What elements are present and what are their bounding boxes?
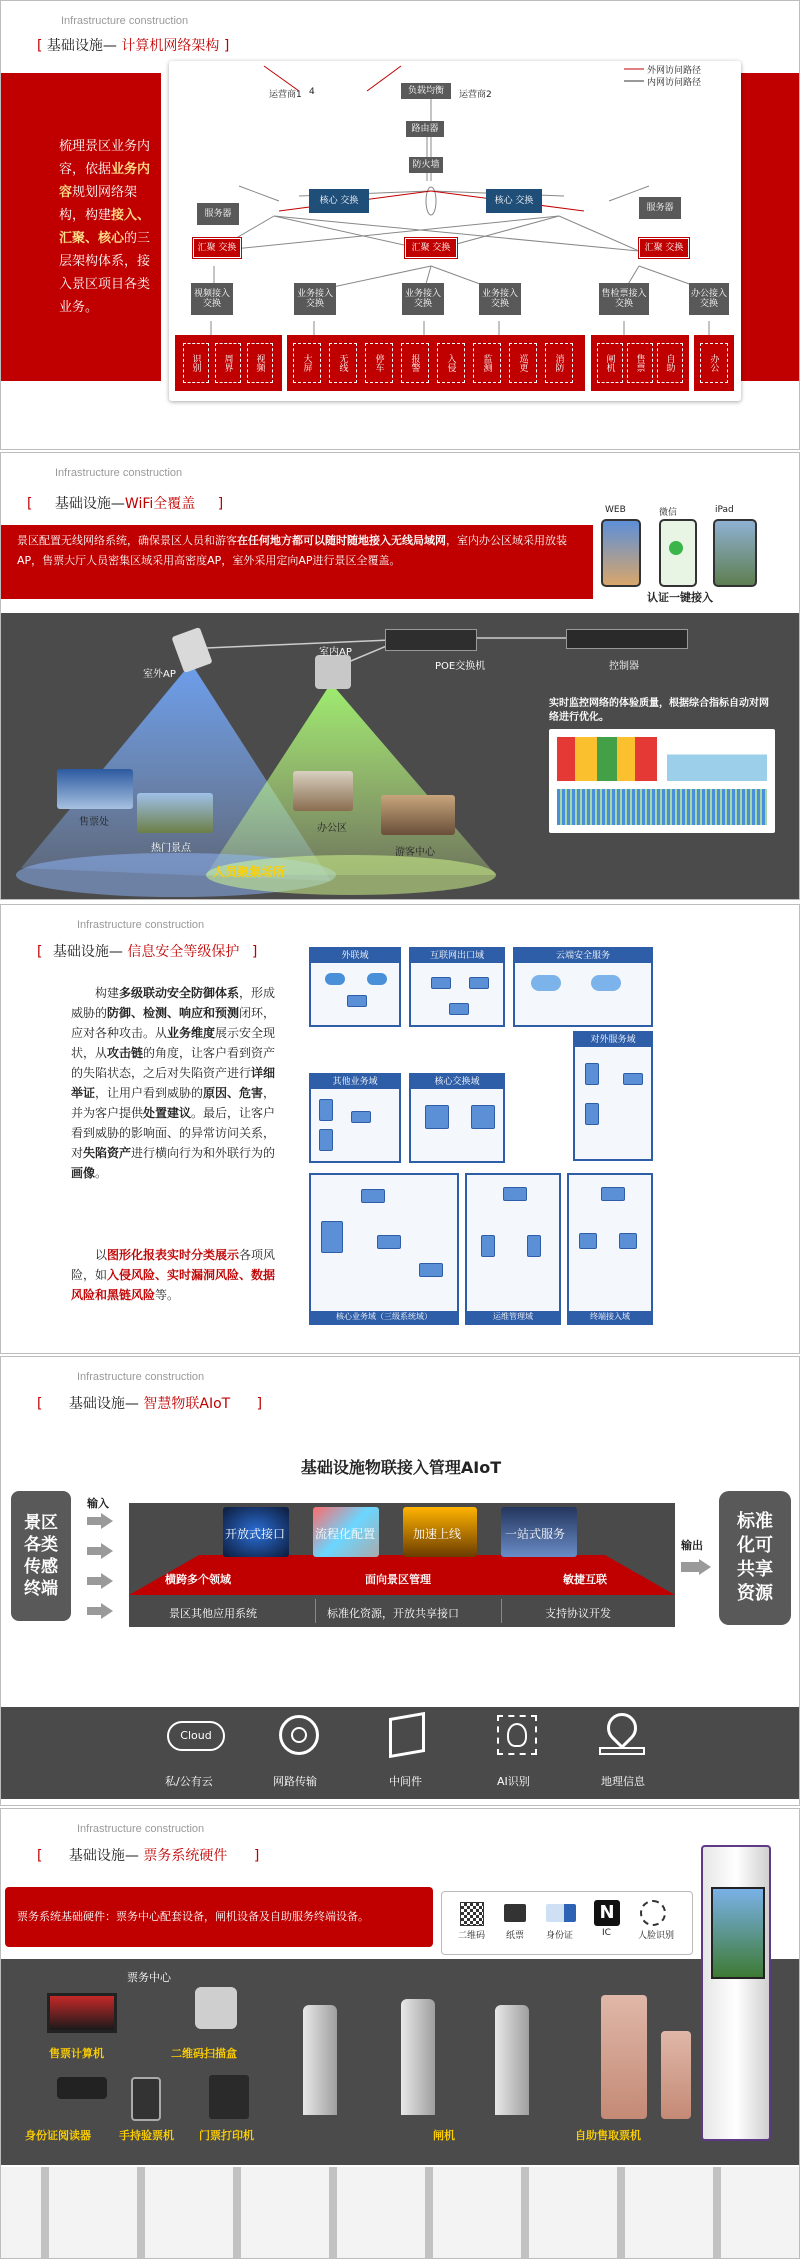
divider [315, 1599, 316, 1623]
capability-label: 私/公有云 [165, 1775, 213, 1788]
media-label: IC [602, 1928, 611, 1938]
capability-label: 地理信息 [601, 1775, 645, 1788]
crowd-area-label: 人员聚集场所 [213, 865, 286, 879]
device-icon [481, 1235, 495, 1257]
device-icon [361, 1189, 385, 1203]
shared-resources-box: 标准化可共享资源 [719, 1491, 791, 1625]
device-label-web: WEB [605, 505, 626, 515]
arrow-shaft [87, 1607, 101, 1615]
media-label: 人脸识别 [638, 1931, 675, 1941]
kiosk-label: 自助售取票机 [575, 2129, 641, 2142]
slide-subtitle-en: Infrastructure construction [61, 15, 189, 27]
architecture-diagram [169, 61, 741, 401]
slide-title: [ 基础设施— 智慧物联AIoT ] [37, 1396, 263, 1412]
input-arrows [87, 1513, 117, 1623]
server-left-node: 服务器 [197, 203, 239, 225]
server-right-node: 服务器 [639, 197, 681, 219]
aiot-center-panel [129, 1503, 675, 1627]
gate-row-photo [1, 2167, 800, 2259]
terminal-item: 消防 [545, 343, 573, 383]
device-icon [503, 1187, 527, 1201]
terminal-item: 闸机 [597, 343, 623, 383]
zone-internet-exit: 互联网出口域 [409, 947, 505, 1027]
terminal-item: 无线 [329, 343, 357, 383]
slide-title: [ 基础设施— 计算机网络架构 ] [37, 38, 230, 54]
slide-aiot [0, 1356, 800, 1806]
arrow-shaft [87, 1517, 101, 1525]
handheld-image [131, 2077, 161, 2121]
device-label-ipad: iPad [715, 505, 734, 515]
monitor-caption: 实时监控网络的体验质量，根据综合指标自动对网络进行优化。 [549, 698, 769, 723]
map-icon [601, 1707, 643, 1749]
media-card [441, 1891, 693, 1955]
arrow-shaft [681, 1562, 699, 1572]
cube-icon [389, 1712, 425, 1758]
capability-label: AI识别 [497, 1775, 530, 1788]
face-recognition-icon [640, 1900, 666, 1926]
isp-count: 4 [309, 87, 315, 97]
id-reader-label: 身份证阅读器 [25, 2129, 91, 2142]
wifi-dark-panel [1, 613, 800, 900]
device-icon [619, 1233, 637, 1249]
ticket-office-label: 售票处 [79, 817, 109, 828]
ticket-description: 票务系统基础硬件：票务中心配套设备，闸机设备及自助服务终端设备。 [5, 1887, 433, 1947]
gate-image-1 [303, 2005, 337, 2115]
zone-core-switch: 核心交换域 [409, 1073, 505, 1163]
cloud-node-icon [591, 975, 621, 991]
terminal-item: 大屏 [293, 343, 321, 383]
device-icon [601, 1187, 625, 1201]
terminal-item: 自助 [657, 343, 683, 383]
core-switch-right: 核心 交换 [486, 189, 542, 213]
device-icon [579, 1233, 597, 1249]
agg-switch-mid: 汇聚 交换 [405, 238, 457, 258]
arrow-right-icon [101, 1543, 113, 1559]
ticket-office-photo [57, 769, 133, 809]
right-red-panel [741, 73, 800, 381]
gate-image-3 [495, 2005, 529, 2115]
zone-external-service: 对外服务域 [573, 1031, 653, 1161]
qr-scanner-image [195, 1987, 237, 2029]
core-switch-left: 核心 交换 [309, 189, 369, 213]
arrow-right-icon [699, 1559, 711, 1575]
arrow-right-icon [101, 1573, 113, 1589]
bottom-item: 标准化资源，开放共享接口 [327, 1607, 459, 1620]
office-label: 办公区 [317, 823, 347, 834]
device-icon [377, 1235, 401, 1249]
qr-code-icon [460, 1902, 484, 1926]
id-reader-image [57, 2077, 107, 2099]
bottom-item: 支持协议开发 [545, 1607, 611, 1620]
controller-device [566, 629, 688, 649]
isp2-label: 运营商2 [459, 90, 492, 100]
slide-ticket-hardware [0, 1808, 800, 2259]
capability-label: 中间件 [389, 1775, 422, 1788]
device-icon [585, 1063, 599, 1085]
gate-label: 闸机 [433, 2129, 455, 2142]
paper-ticket-icon [504, 1904, 526, 1922]
outdoor-ap-label: 室外AP [143, 669, 176, 680]
device-icon [623, 1073, 643, 1085]
access-switch-5: 售检票接入交换 [599, 283, 649, 315]
visitor-center-label: 游客中心 [395, 847, 435, 858]
terminal-item: 监测 [473, 343, 501, 383]
slide-network-architecture [0, 0, 800, 450]
security-paragraph-1: 构建多级联动安全防御体系，形成威胁的防御、检测、响应和预测闭环，应对各种攻击。从业务维度展示安全现状，从攻击链的角度，让客户看到资产的失陷状态，之后对失陷资产进行详细举证，让用户看到威胁的原因、危害，并为客户提供处置建议。最后，让客户看到威胁的影响面、的异常访问关系，对失陷资产进行横向行为和外联行为的画像。 [71, 986, 276, 1180]
device-icon [527, 1235, 541, 1257]
zone-extranet: 外联域 [309, 947, 401, 1027]
poe-switch-device [385, 629, 477, 651]
agg-switch-right: 汇聚 交换 [639, 238, 689, 258]
wechat-green-icon [669, 541, 683, 555]
ai-face-icon [507, 1723, 527, 1747]
intro-text: 梳理景区业务内容，依据业务内容规划网络架构，构建接入、汇聚、核心的三层架构体系，接入景区项目各类业务。 [59, 139, 151, 315]
tablet-ipad-image [713, 519, 757, 587]
media-label: 身份证 [546, 1931, 574, 1941]
id-card-icon [546, 1904, 576, 1922]
aiot-main-title: 基础设施物联接入管理AIoT [300, 1458, 502, 1477]
ic-nfc-icon: N [594, 1900, 620, 1926]
firewall-node: 防火墙 [409, 157, 443, 173]
slide-wifi-coverage [0, 452, 800, 900]
device-label-wechat: 微信 [659, 508, 678, 518]
band-label: 横跨多个领域 [165, 1573, 231, 1586]
access-switch-3: 业务接入交换 [402, 283, 444, 315]
one-click-auth: 认证一键接入 [647, 591, 713, 604]
access-switch-1: 视频接入交换 [191, 283, 233, 315]
zone-ops: 运维管理域 [465, 1173, 561, 1325]
device-icon [471, 1105, 495, 1129]
tall-kiosk-image [701, 1845, 771, 2141]
slide-title: [ 基础设施—WiFi全覆盖 ] [27, 496, 224, 512]
access-switch-2: 业务接入交换 [294, 283, 336, 315]
terminal-item: 办公 [700, 343, 728, 383]
slide-title: [ 基础设施— 票务系统硬件 ] [37, 1848, 260, 1864]
slide-subtitle-en: Infrastructure construction [77, 919, 205, 931]
isp1-label: 运营商1 [269, 90, 302, 100]
kiosk-image-2 [661, 2031, 691, 2119]
poe-switch-label: POE交换机 [435, 661, 486, 672]
device-icon [431, 977, 451, 989]
output-arrow [681, 1557, 713, 1577]
device-icon [449, 1003, 469, 1015]
map-base-icon [599, 1747, 645, 1755]
terminal-item: 识别 [183, 343, 209, 383]
agg-switch-left: 汇聚 交换 [193, 238, 241, 258]
terminal-item: 周界 [215, 343, 241, 383]
feature-label: 加速上线 [413, 1527, 462, 1541]
cloud-icon: Cloud [167, 1721, 225, 1751]
band-label: 敏捷互联 [563, 1573, 607, 1586]
legend-internal: 内网访问路径 [647, 78, 702, 88]
controller-label: 控制器 [609, 661, 639, 672]
slide-subtitle-en: Infrastructure construction [55, 467, 183, 479]
capability-label: 网路传输 [273, 1775, 317, 1788]
cloud-node-icon [531, 975, 561, 991]
arrow-shaft [87, 1547, 101, 1555]
hot-spot-label: 热门景点 [151, 843, 191, 854]
feature-label: 开放式接口 [225, 1527, 286, 1541]
output-label: 输出 [681, 1539, 703, 1552]
device-icon [425, 1105, 449, 1129]
hot-spot-photo [137, 793, 213, 833]
device-icon [319, 1099, 333, 1121]
device-icon [319, 1129, 333, 1151]
load-balancer-node: 负载均衡 [401, 83, 451, 99]
kiosk-screen [711, 1887, 765, 1979]
dashboard-chart-2 [667, 737, 767, 781]
terminal-item: 巡更 [509, 343, 537, 383]
printer-label: 门票打印机 [199, 2129, 254, 2142]
device-icon [321, 1221, 343, 1253]
capability-strip [1, 1707, 800, 1799]
printer-image [209, 2075, 249, 2119]
slide-info-security [0, 904, 800, 1354]
indoor-ap-device [315, 655, 351, 689]
zone-other-business: 其他业务域 [309, 1073, 401, 1163]
legend-external: 外网访问路径 [647, 66, 702, 76]
device-icon [351, 1111, 371, 1123]
terminal-item: 停车 [365, 343, 393, 383]
arrow-shaft [87, 1577, 101, 1585]
slide-subtitle-en: Infrastructure construction [77, 1823, 205, 1835]
feature-label: 一站式服务 [505, 1527, 566, 1541]
ticket-hardware-panel [1, 1959, 800, 2165]
access-switch-4: 业务接入交换 [479, 283, 521, 315]
office-photo [293, 771, 353, 811]
slide-subtitle-en: Infrastructure construction [77, 1371, 205, 1383]
bottom-item: 景区其他应用系统 [169, 1607, 257, 1620]
cloud-node-icon [325, 973, 345, 985]
gate-image-2 [401, 1999, 435, 2115]
device-icon [419, 1263, 443, 1277]
ticket-pc-image [47, 1993, 117, 2033]
divider [501, 1599, 502, 1623]
security-zones-diagram [309, 947, 699, 1325]
ticket-pc-label: 售票计算机 [49, 2047, 104, 2060]
monitor-dashboard [549, 729, 775, 833]
cloud-node-icon [367, 973, 387, 985]
wifi-description: 景区配置无线网络系统，确保景区人员和游客在任何地方都可以随时随地接入无线局域网，室内办公区域采用放装AP，售票大厅人员密集区域采用高密度AP，室外采用定向AP进行景区全覆盖。 [1, 525, 593, 599]
access-switch-6: 办公接入交换 [689, 283, 729, 315]
indoor-ap-label: 室内AP [319, 647, 352, 658]
visitor-center-photo [381, 795, 455, 835]
slide-title: [ 基础设施— 信息安全等级保护 ] [37, 944, 258, 960]
device-icon [585, 1103, 599, 1125]
security-paragraph-2: 以图形化报表实时分类展示各项风险，如入侵风险、实时漏洞风险、数据风险和黑链风险等。 [71, 1248, 276, 1302]
router-node: 路由器 [406, 121, 444, 137]
zone-core-business: 核心业务域（三级系统域） [309, 1173, 459, 1325]
handheld-label: 手持验票机 [119, 2129, 174, 2142]
qr-scanner-label: 二维码扫描盒 [171, 2047, 237, 2060]
device-icon [347, 995, 367, 1007]
device-icon [469, 977, 489, 989]
phone-web-image [601, 519, 641, 587]
network-icon-inner [291, 1727, 307, 1743]
dashboard-chart-1 [557, 737, 657, 781]
feature-label: 流程化配置 [315, 1527, 376, 1541]
terminal-item: 入侵 [437, 343, 465, 383]
arrow-right-icon [101, 1513, 113, 1529]
dashboard-chart-3 [557, 789, 767, 825]
ticket-center-label: 票务中心 [127, 1971, 171, 1984]
kiosk-image-1 [601, 1995, 647, 2119]
terminal-item: 视频 [247, 343, 273, 383]
zone-terminal: 终端接入域 [567, 1173, 653, 1325]
arrow-right-icon [101, 1603, 113, 1619]
sensor-terminals-box: 景区各类传感终端 [11, 1491, 71, 1621]
media-label: 二维码 [458, 1931, 486, 1941]
band-label: 面向景区管理 [365, 1573, 431, 1586]
terminal-item: 售票 [627, 343, 653, 383]
input-label: 输入 [87, 1497, 109, 1510]
zone-cloud-security: 云端安全服务 [513, 947, 653, 1027]
terminal-item: 报警 [401, 343, 429, 383]
media-label: 纸票 [506, 1931, 525, 1941]
